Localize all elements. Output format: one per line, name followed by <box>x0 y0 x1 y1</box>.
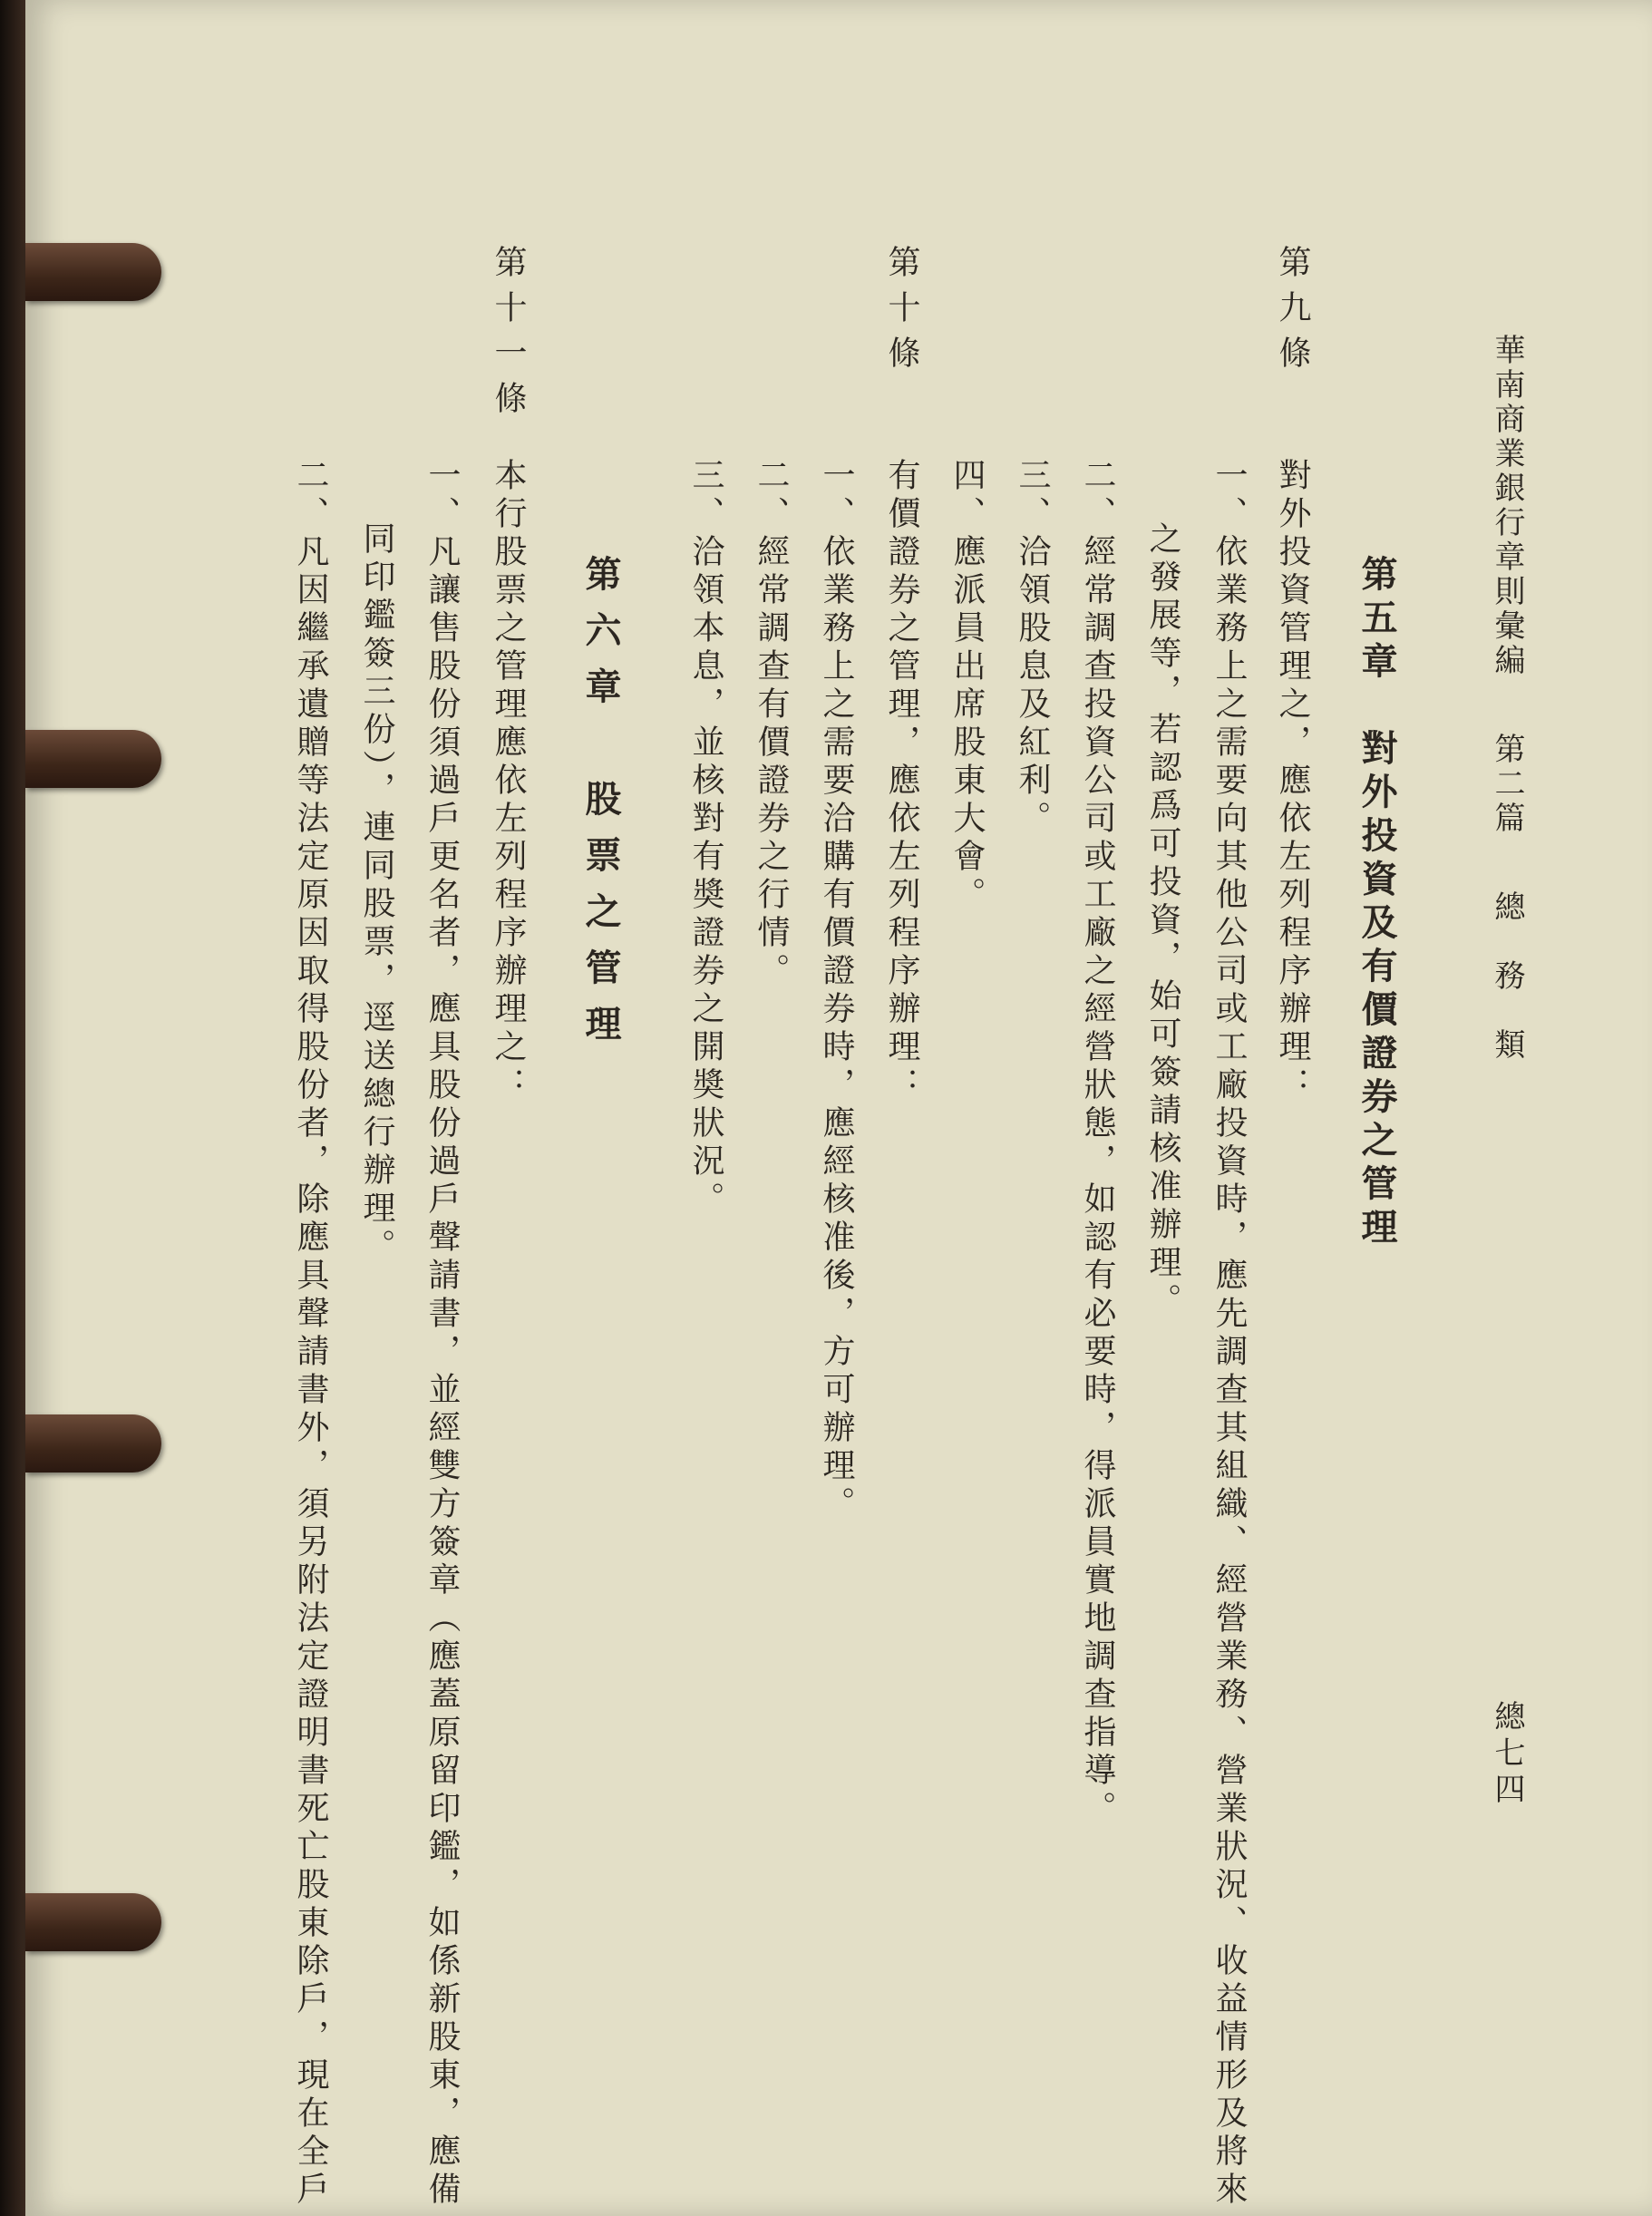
binding-cord-1 <box>25 243 161 301</box>
document-page <box>25 0 1652 2216</box>
article10-item2: 二、經常調查有價證券之行情。 <box>753 458 790 991</box>
part-label: 第二篇 <box>1489 733 1525 836</box>
article9-item1-cont: 之發展等，若認爲可投資，始可簽請核准辦理。 <box>1144 521 1181 1321</box>
article11-item1: 一、凡讓售股份須過戶更名者，應具股份過戶聲請書，並經雙方簽章（應蓋原留印鑑，如係新股東，應備 <box>423 458 461 2210</box>
category-label: 總 務 類 <box>1489 890 1525 1063</box>
binding-cord-4 <box>25 1893 161 1951</box>
article10-intro: 有價證券之管理，應依左列程序辦理： <box>883 458 920 1105</box>
article9-label: 第九條 <box>1274 245 1311 381</box>
article10-item1: 一、依業務上之需要洽購有價證券時，應經核准後，方可辦理。 <box>818 458 855 1524</box>
article9-item1: 一、依業務上之需要向其他公司或工廠投資時，應先調查其組織、經營業務、營業狀況、收益情形及將來 <box>1210 458 1248 2210</box>
article9-item4: 四、應派員出席股東大會。 <box>948 458 986 915</box>
chapter5-title: 第五章 對外投資及有價證券之管理 <box>1356 555 1398 1251</box>
book-spine <box>0 0 25 2216</box>
running-header-title <box>1487 334 1527 1063</box>
binding-cord-3 <box>25 1414 161 1472</box>
article10-label: 第十條 <box>883 245 920 381</box>
article9-intro: 對外投資管理之，應依左列程序辦理： <box>1274 458 1311 1105</box>
article9-item3: 三、洽領股息及紅利。 <box>1014 458 1051 839</box>
article11-item1-cont: 同印鑑簽三份），連同股票，逕送總行辦理。 <box>358 521 395 1267</box>
article9-item2: 二、經常調查投資公司或工廠之經營狀態，如認有必要時，得派員實地調查指導。 <box>1079 458 1116 1829</box>
binding-cord-2 <box>25 730 161 788</box>
article11-label: 第十一條 <box>490 245 527 426</box>
page-number: 總七四 <box>1489 1700 1525 1809</box>
article11-item2: 二、凡因繼承遺贈等法定原因取得股份者，除應具聲請書外，須另附法定證明書死亡股東除戶，現在全戶 <box>292 458 329 2210</box>
book-title: 華南商業銀行章則彙編 <box>1489 334 1525 678</box>
chapter6-title: 第六章 股票之管理 <box>579 555 622 1061</box>
article10-item3: 三、洽領本息，並核對有奬證券之開奬狀況。 <box>687 458 724 1220</box>
article11-intro: 本行股票之管理應依左列程序辦理之： <box>490 458 527 1105</box>
